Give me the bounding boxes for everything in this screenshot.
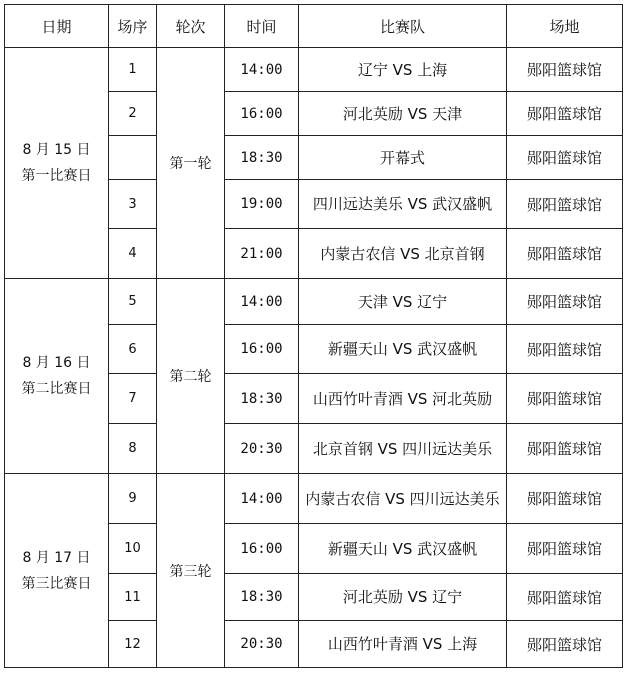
match-time: 18:30 xyxy=(225,136,299,180)
match-time: 19:00 xyxy=(225,180,299,229)
match-order: 3 xyxy=(109,180,157,229)
match-venue: 郧阳篮球馆 xyxy=(507,574,623,621)
table-row xyxy=(5,48,623,92)
match-time: 14:00 xyxy=(225,48,299,92)
match-teams: 北京首钢 VS 四川远达美乐 xyxy=(299,424,507,474)
match-venue: 郧阳篮球馆 xyxy=(507,474,623,524)
match-order: 4 xyxy=(109,229,157,279)
match-time: 20:30 xyxy=(225,621,299,668)
match-time: 18:30 xyxy=(225,374,299,424)
match-time: 14:00 xyxy=(225,279,299,325)
header-row xyxy=(5,5,623,48)
match-venue: 郧阳篮球馆 xyxy=(507,325,623,374)
match-order: 1 xyxy=(109,48,157,92)
match-teams: 开幕式 xyxy=(299,136,507,180)
match-order: 8 xyxy=(109,424,157,474)
match-time: 16:00 xyxy=(225,325,299,374)
match-order: 6 xyxy=(109,325,157,374)
match-teams: 四川远达美乐 VS 武汉盛帆 xyxy=(299,180,507,229)
match-time: 14:00 xyxy=(225,474,299,524)
header-round: 轮次 xyxy=(157,5,225,48)
header-order: 场序 xyxy=(109,5,157,48)
match-venue: 郧阳篮球馆 xyxy=(507,180,623,229)
match-order: 2 xyxy=(109,92,157,136)
match-teams: 山西竹叶青酒 VS 河北英励 xyxy=(299,374,507,424)
header-date: 日期 xyxy=(5,5,109,48)
round-cell: 第三轮 xyxy=(157,474,225,668)
header-time: 时间 xyxy=(225,5,299,48)
match-venue: 郧阳篮球馆 xyxy=(507,279,623,325)
match-time: 18:30 xyxy=(225,574,299,621)
match-venue: 郧阳篮球馆 xyxy=(507,48,623,92)
match-teams: 河北英励 VS 天津 xyxy=(299,92,507,136)
match-teams: 内蒙古农信 VS 四川远达美乐 xyxy=(299,474,507,524)
match-time: 16:00 xyxy=(225,92,299,136)
match-order: 11 xyxy=(109,574,157,621)
day-label: 第二比赛日 xyxy=(21,381,92,397)
match-teams: 新疆天山 VS 武汉盛帆 xyxy=(299,524,507,574)
day-date: 8 月 16 日 xyxy=(22,355,91,371)
match-time: 16:00 xyxy=(225,524,299,574)
day-date: 8 月 15 日 xyxy=(22,142,91,158)
match-order: 5 xyxy=(109,279,157,325)
day-cell xyxy=(5,48,109,279)
header-venue: 场地 xyxy=(507,5,623,48)
match-teams: 山西竹叶青酒 VS 上海 xyxy=(299,621,507,668)
round-cell: 第二轮 xyxy=(157,279,225,474)
day-label: 第三比赛日 xyxy=(21,575,92,592)
header-teams: 比赛队 xyxy=(299,5,507,48)
match-venue: 郧阳篮球馆 xyxy=(507,524,623,574)
match-order: 12 xyxy=(109,621,157,668)
round-cell: 第一轮 xyxy=(157,48,225,279)
match-venue: 郧阳篮球馆 xyxy=(507,424,623,474)
day-cell xyxy=(5,279,109,474)
match-time: 21:00 xyxy=(225,229,299,279)
table-row xyxy=(5,279,623,325)
day-date: 8 月 17 日 xyxy=(22,549,91,566)
match-order: 7 xyxy=(109,374,157,424)
match-teams: 辽宁 VS 上海 xyxy=(299,48,507,92)
match-venue: 郧阳篮球馆 xyxy=(507,229,623,279)
match-venue: 郧阳篮球馆 xyxy=(507,621,623,668)
match-order: 9 xyxy=(109,474,157,524)
table-row xyxy=(5,474,623,524)
day-label: 第一比赛日 xyxy=(21,168,92,184)
match-order: 10 xyxy=(109,524,157,574)
match-teams: 河北英励 VS 辽宁 xyxy=(299,574,507,621)
day-cell xyxy=(5,474,109,668)
match-time: 20:30 xyxy=(225,424,299,474)
match-teams: 新疆天山 VS 武汉盛帆 xyxy=(299,325,507,374)
schedule-table xyxy=(4,4,623,668)
match-teams: 天津 VS 辽宁 xyxy=(299,279,507,325)
match-order xyxy=(109,136,157,180)
match-teams: 内蒙古农信 VS 北京首钢 xyxy=(299,229,507,279)
match-venue: 郧阳篮球馆 xyxy=(507,92,623,136)
match-venue: 郧阳篮球馆 xyxy=(507,136,623,180)
match-venue: 郧阳篮球馆 xyxy=(507,374,623,424)
